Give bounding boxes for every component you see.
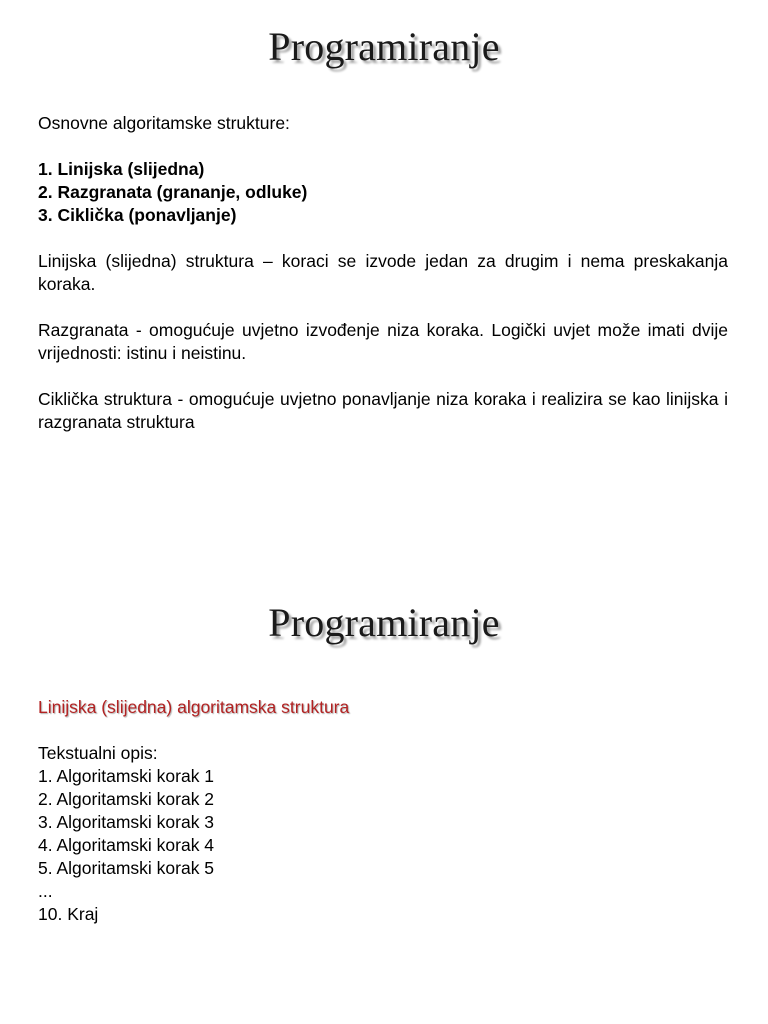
step-item: 4. Algoritamski korak 4 <box>38 835 215 855</box>
slide-title: Programiranje <box>268 24 500 69</box>
slide-content <box>38 112 728 434</box>
description-label: Tekstualni opis: <box>38 743 158 763</box>
paragraph-linear: Linijska (slijedna) struktura – koraci se izvode jedan za drugim i nema preskakanja koraka. <box>38 251 728 294</box>
slide-title: Programiranje <box>268 600 500 645</box>
spacer <box>38 296 728 319</box>
step-item: 1. Algoritamski korak 1 <box>38 766 215 786</box>
paragraph-cyclic: Ciklička struktura - omogućuje uvjetno ponavljanje niza koraka i realizira se kao linijska i razgranata struktura <box>38 389 728 432</box>
paragraph-branching: Razgranata - omogućuje uvjetno izvođenje niza koraka. Logički uvjet može imati dvije vrijednosti: istinu i neistinu. <box>38 320 728 363</box>
intro-text: Osnovne algoritamske strukture: <box>38 113 290 133</box>
step-item: 2. Algoritamski korak 2 <box>38 789 215 809</box>
spacer <box>38 719 728 742</box>
step-ellipsis: ... <box>38 881 53 901</box>
spacer <box>38 227 728 250</box>
step-item: 5. Algoritamski korak 5 <box>38 858 215 878</box>
spacer <box>38 365 728 388</box>
section-subheading: Linijska (slijedna) algoritamska struktura <box>38 697 350 717</box>
structure-item: 1. Linijska (slijedna) <box>38 159 205 179</box>
step-item: 3. Algoritamski korak 3 <box>38 812 215 832</box>
structure-item: 2. Razgranata (grananje, odluke) <box>38 182 308 202</box>
step-item: 10. Kraj <box>38 904 99 924</box>
slide-content <box>38 696 728 926</box>
slide-2 <box>0 576 768 1024</box>
spacer <box>38 135 728 158</box>
structure-item: 3. Ciklička (ponavljanje) <box>38 205 237 225</box>
